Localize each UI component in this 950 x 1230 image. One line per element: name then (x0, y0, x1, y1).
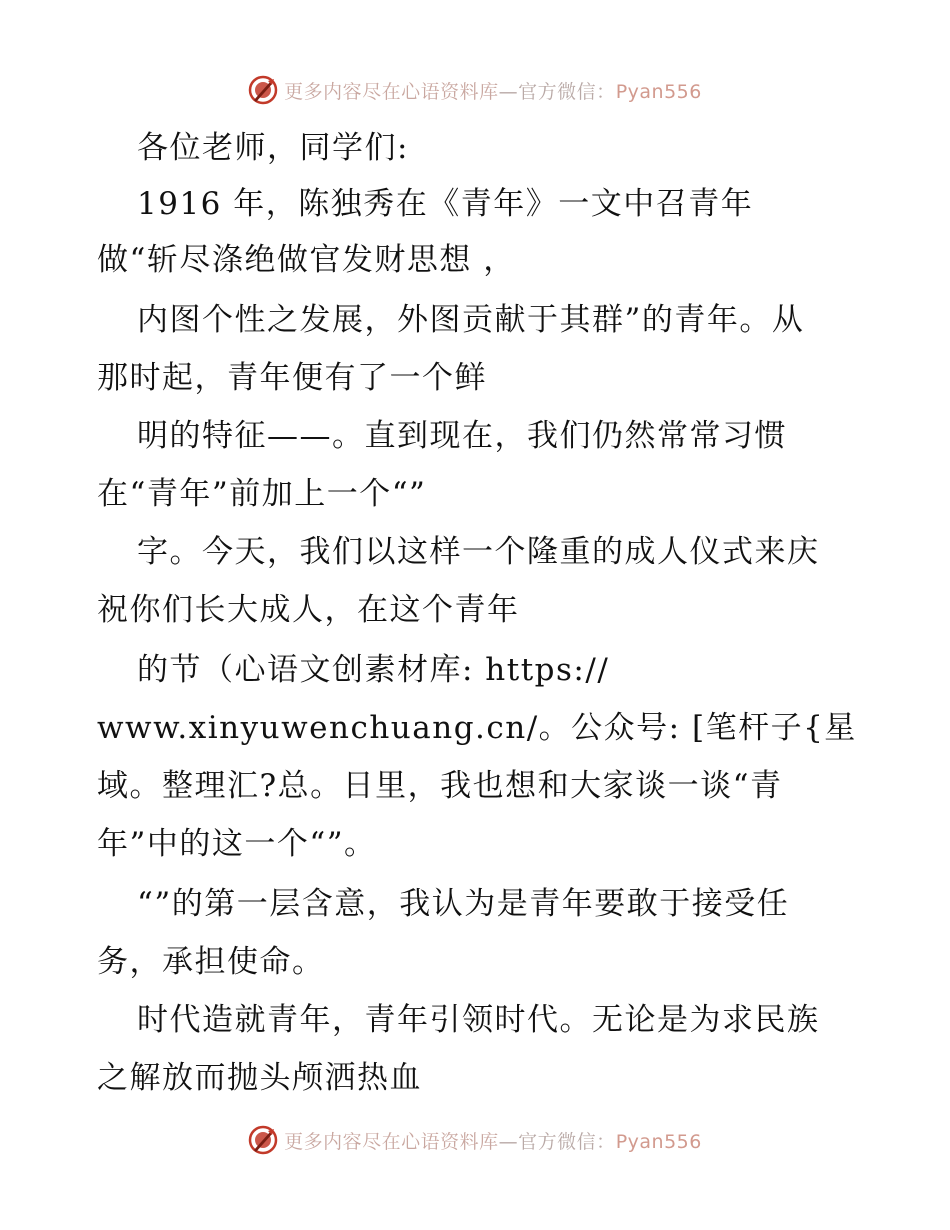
header-banner (0, 70, 950, 110)
body-line: 祝你们长大成人，在这个青年 (97, 592, 520, 628)
body-line: 字。今天，我们以这样一个隆重的成人仪式来庆 (137, 534, 820, 570)
banner-text: 更多内容尽在心语资料库 (284, 80, 499, 103)
body-line: 年”中的这一个“”。 (97, 826, 377, 862)
footer-banner (0, 1120, 950, 1160)
body-line: 的节（心语文创素材库: https:// (137, 652, 610, 688)
banner-separator: — (498, 80, 519, 103)
body-line: 那时起，青年便有了一个鲜 (97, 360, 487, 396)
body-line: 务，承担使命。 (97, 944, 325, 980)
body-line: 1916 年，陈独秀在《青年》一文中召青年 (137, 186, 754, 222)
wechat-label: 官方微信： (518, 1130, 616, 1153)
quill-pen-logo-icon (248, 1125, 278, 1155)
body-line: 域。整理汇?总。日里，我也想和大家谈一谈“青 (97, 768, 783, 804)
body-line: 在“青年”前加上一个“” (97, 476, 427, 512)
body-line: 时代造就青年，青年引领时代。无论是为求民族 (137, 1002, 820, 1038)
wechat-id: Pyan556 (615, 80, 702, 103)
body-line: www.xinyuwenchuang.cn/。公众号: [笔杆子{星 (97, 710, 857, 746)
body-line: 明的特征——。直到现在，我们仍然常常习惯 (137, 418, 787, 454)
wechat-id: Pyan556 (615, 1130, 702, 1153)
body-line: 各位老师，同学们: (137, 130, 409, 166)
body-line: 之解放而抛头颅洒热血 (97, 1060, 422, 1096)
wechat-label: 官方微信： (518, 80, 616, 103)
body-line: 做“斩尽涤绝做官发财思想 ， (97, 242, 516, 278)
body-line: “”的第一层含意，我认为是青年要敢于接受任 (137, 886, 790, 922)
banner-separator: — (498, 1130, 519, 1153)
body-line: 内图个性之发展，外图贡献于其群”的青年。从 (137, 302, 805, 338)
banner-text: 更多内容尽在心语资料库 (284, 1130, 499, 1153)
quill-pen-logo-icon (248, 75, 278, 105)
